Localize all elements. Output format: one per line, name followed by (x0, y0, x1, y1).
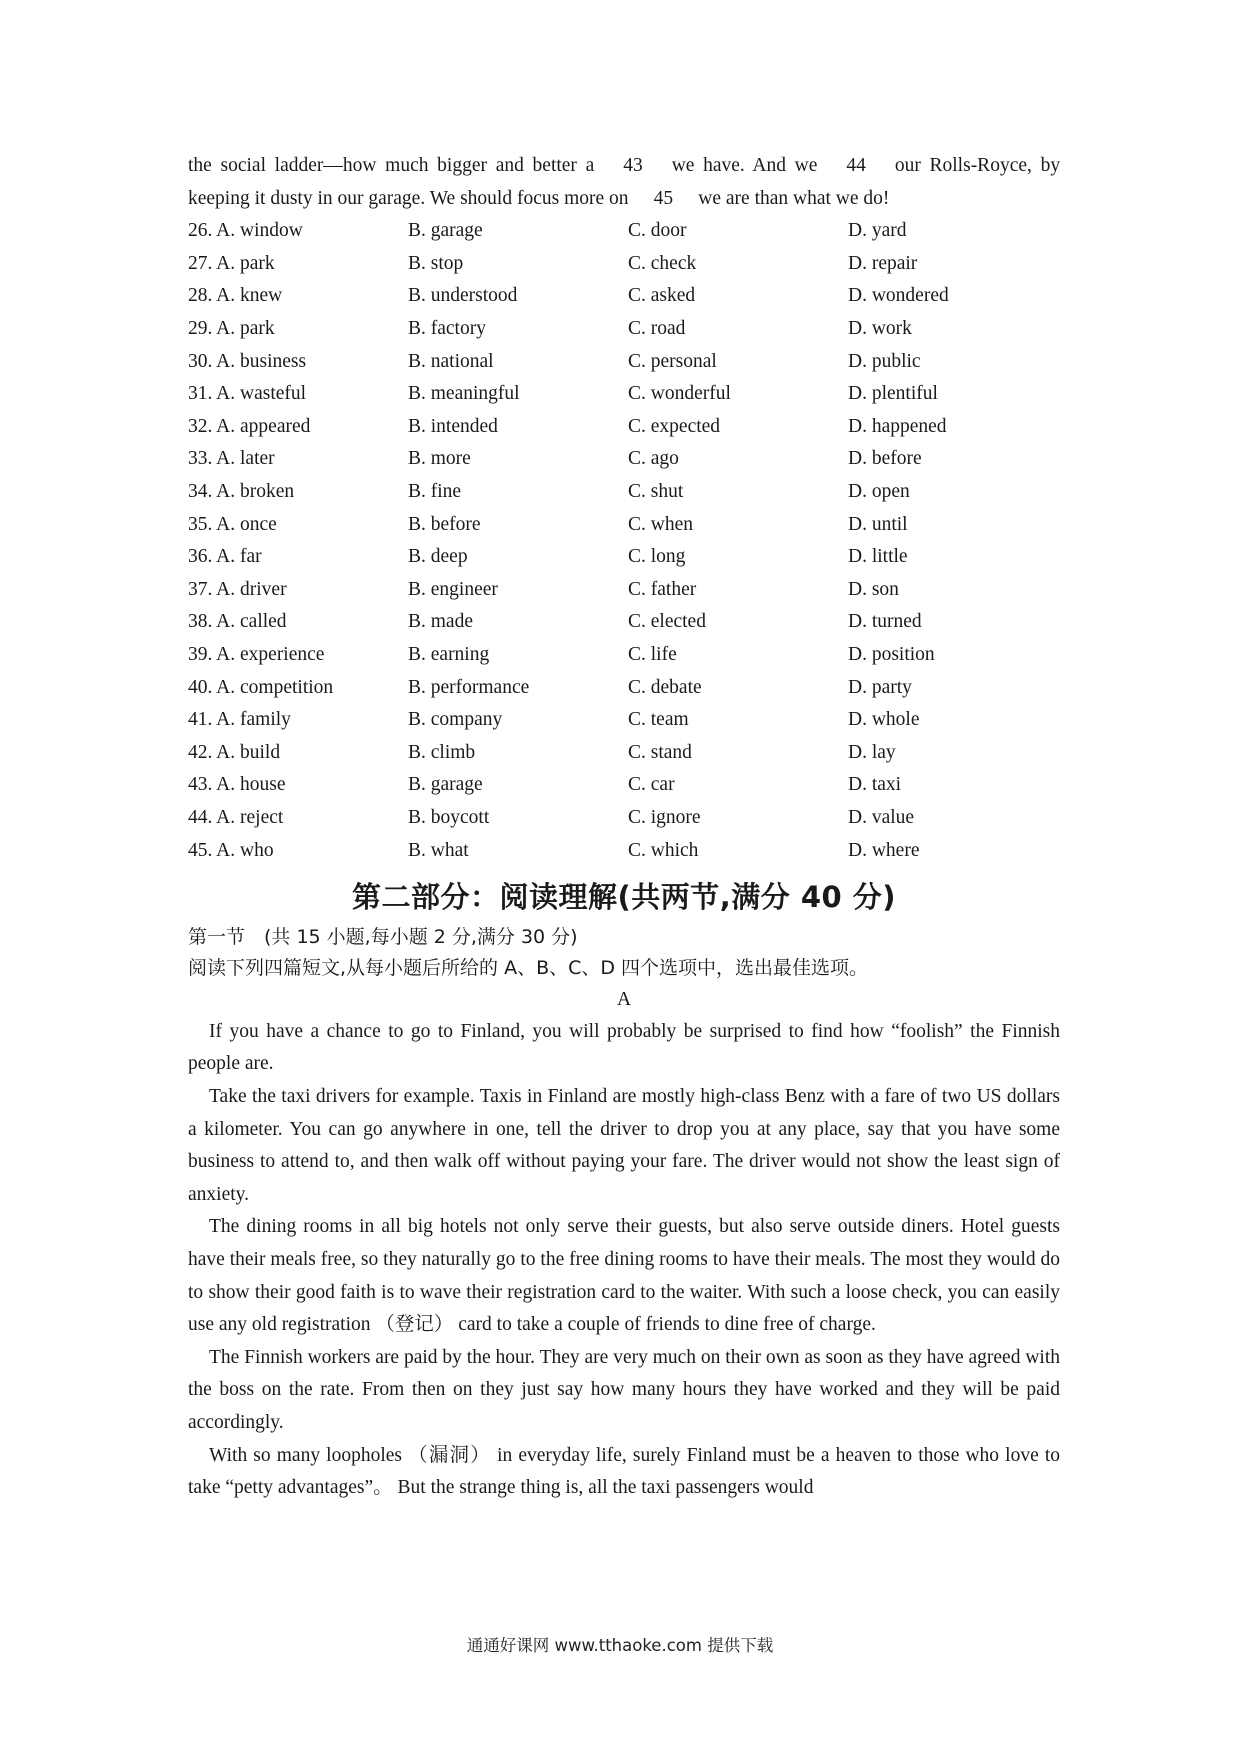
option-b: B. company (408, 709, 503, 731)
intro-text-3: our Rolls-Royce, by keeping it dusty in our garage. We should focus more on (188, 155, 1061, 209)
option-d: D. little (848, 546, 908, 568)
option-d: D. work (848, 318, 912, 340)
option-a: 44. A. reject (188, 806, 284, 828)
option-row (188, 541, 949, 574)
option-c: C. shut (628, 481, 684, 503)
option-d: D. wondered (848, 285, 949, 307)
option-b: B. earning (408, 644, 490, 666)
option-b: B. boycott (408, 806, 490, 828)
option-row (188, 834, 949, 867)
option-a: 34. A. broken (188, 481, 295, 503)
option-row (188, 802, 949, 835)
option-d: D. lay (848, 741, 896, 763)
option-c: C. life (628, 644, 677, 666)
option-a: 27. A. park (188, 252, 275, 274)
option-a: 29. A. park (188, 318, 275, 340)
passage-paragraph-3: The dining rooms in all big hotels not only serve their guests, but also serve outside diners. Hotel guests have their meals free, so they naturally go to the free dining rooms to have their meals. The most they would do to show their good faith is to wave their registration card to the waiter. With such a loose check, you can easily use any old registration （登记） card to take a couple of friends to dine free of charge. (188, 1216, 1060, 1336)
blank-45: 45 (653, 187, 674, 209)
option-a: 40. A. competition (188, 676, 334, 698)
part2-title: 第二部分：阅读理解(共两节,满分 40 分) (351, 879, 897, 914)
option-c: C. ago (628, 448, 679, 470)
option-row (188, 215, 949, 248)
option-c: C. long (628, 546, 686, 568)
option-b: B. more (408, 448, 471, 470)
option-row (188, 671, 949, 704)
section1-heading: 第一节 (共 15 小题,每小题 2 分,满分 30 分) (188, 925, 578, 948)
option-c: C. expected (628, 415, 721, 437)
option-a: 30. A. business (188, 350, 307, 372)
option-row (188, 280, 949, 313)
option-a: 31. A. wasteful (188, 383, 307, 405)
intro-text-1: the social ladder—how much bigger and better a (188, 155, 595, 176)
option-b: B. made (408, 611, 473, 633)
option-row (188, 378, 949, 411)
option-c: C. when (628, 513, 693, 535)
option-b: B. garage (408, 774, 483, 796)
option-d: D. turned (848, 611, 922, 633)
option-row (188, 639, 949, 672)
option-a: 43. A. house (188, 774, 286, 796)
option-c: C. car (628, 774, 675, 796)
option-row (188, 508, 949, 541)
option-a: 41. A. family (188, 709, 291, 731)
option-b: B. performance (408, 676, 530, 698)
option-d: D. before (848, 448, 922, 470)
cloze-passage-ending (188, 150, 1060, 215)
passage-paragraph-4: The Finnish workers are paid by the hour. They are very much on their own as soon as they have agreed with the boss on the rate. From then on they just say how many hours they have worked and they will be paid accordingly. (188, 1346, 1060, 1433)
option-b: B. meaningful (408, 383, 520, 405)
option-d: D. happened (848, 415, 947, 437)
option-row (188, 704, 949, 737)
option-c: C. door (628, 220, 687, 242)
option-c: C. personal (628, 350, 717, 372)
option-d: D. repair (848, 252, 918, 274)
option-d: D. party (848, 676, 912, 698)
option-b: B. deep (408, 546, 468, 568)
option-row (188, 476, 949, 509)
option-a: 36. A. far (188, 546, 262, 568)
option-b: B. what (408, 839, 469, 861)
passage-paragraph-1: If you have a chance to go to Finland, you will probably be surprised to find how “foolish” the Finnish people are. (188, 1020, 1060, 1075)
option-b: B. understood (408, 285, 518, 307)
option-row (188, 345, 949, 378)
option-a: 37. A. driver (188, 578, 287, 600)
passage-label: A (616, 988, 632, 1010)
option-c: C. elected (628, 611, 706, 633)
option-c: C. asked (628, 285, 696, 307)
option-a: 32. A. appeared (188, 415, 311, 437)
option-d: D. value (848, 806, 915, 828)
option-c: C. ignore (628, 806, 701, 828)
option-c: C. wonderful (628, 383, 731, 405)
option-d: D. until (848, 513, 908, 535)
option-row (188, 313, 949, 346)
option-b: B. intended (408, 415, 498, 437)
option-d: D. open (848, 481, 910, 503)
option-b: B. stop (408, 252, 464, 274)
option-b: B. factory (408, 318, 486, 340)
option-d: D. public (848, 350, 921, 372)
option-d: D. position (848, 644, 935, 666)
intro-text-4: we are than what we do! (698, 187, 890, 209)
option-row (188, 606, 949, 639)
exam-page (188, 150, 1060, 1505)
passage-paragraph-2: Take the taxi drivers for example. Taxis in Finland are mostly high-class Benz with a fare of two US dollars a kilometer. You can go anywhere in one, tell the driver to drop you at any place, say that you have some business to attend to, and then walk off without paying your fare. The driver would not show the least sign of anxiety. (188, 1086, 1060, 1205)
option-b: B. national (408, 350, 494, 372)
option-a: 26. A. window (188, 220, 303, 242)
option-b: B. before (408, 513, 481, 535)
option-a: 35. A. once (188, 513, 277, 535)
blank-43: 43 (623, 155, 643, 176)
option-b: B. climb (408, 741, 476, 763)
option-row (188, 248, 949, 281)
option-row (188, 443, 949, 476)
option-d: D. yard (848, 220, 907, 242)
option-b: B. garage (408, 220, 483, 242)
passage-paragraph-5: With so many loopholes （漏洞） in everyday life, surely Finland must be a heaven to those who love to take “petty advantages”。 But the strange thing is, all the taxi passengers would (188, 1444, 1060, 1499)
option-b: B. fine (408, 481, 462, 503)
option-c: C. check (628, 252, 697, 274)
option-row (188, 574, 949, 607)
option-a: 42. A. build (188, 741, 281, 763)
option-c: C. road (628, 318, 686, 340)
option-a: 45. A. who (188, 839, 274, 861)
option-row (188, 769, 949, 802)
option-d: D. whole (848, 709, 920, 731)
option-a: 28. A. knew (188, 285, 283, 307)
option-c: C. father (628, 578, 697, 600)
option-c: C. which (628, 839, 699, 861)
reading-instruction: 阅读下列四篇短文,从每小题后所给的 A、B、C、D 四个选项中，选出最佳选项。 (188, 956, 869, 979)
option-c: C. debate (628, 676, 702, 698)
options-table (188, 215, 949, 867)
option-c: C. stand (628, 741, 692, 763)
option-d: D. son (848, 578, 899, 600)
option-a: 33. A. later (188, 448, 275, 470)
option-d: D. where (848, 839, 920, 861)
option-c: C. team (628, 709, 689, 731)
option-d: D. plentiful (848, 383, 938, 405)
intro-text-2: we have. And we (671, 155, 818, 176)
option-b: B. engineer (408, 578, 498, 600)
option-row (188, 411, 949, 444)
blank-44: 44 (846, 155, 866, 176)
option-row (188, 737, 949, 770)
option-a: 38. A. called (188, 611, 287, 633)
option-d: D. taxi (848, 774, 902, 796)
option-a: 39. A. experience (188, 644, 325, 666)
page-footer: 通通好课网 www.tthaoke.com 提供下载 (466, 1636, 774, 1655)
